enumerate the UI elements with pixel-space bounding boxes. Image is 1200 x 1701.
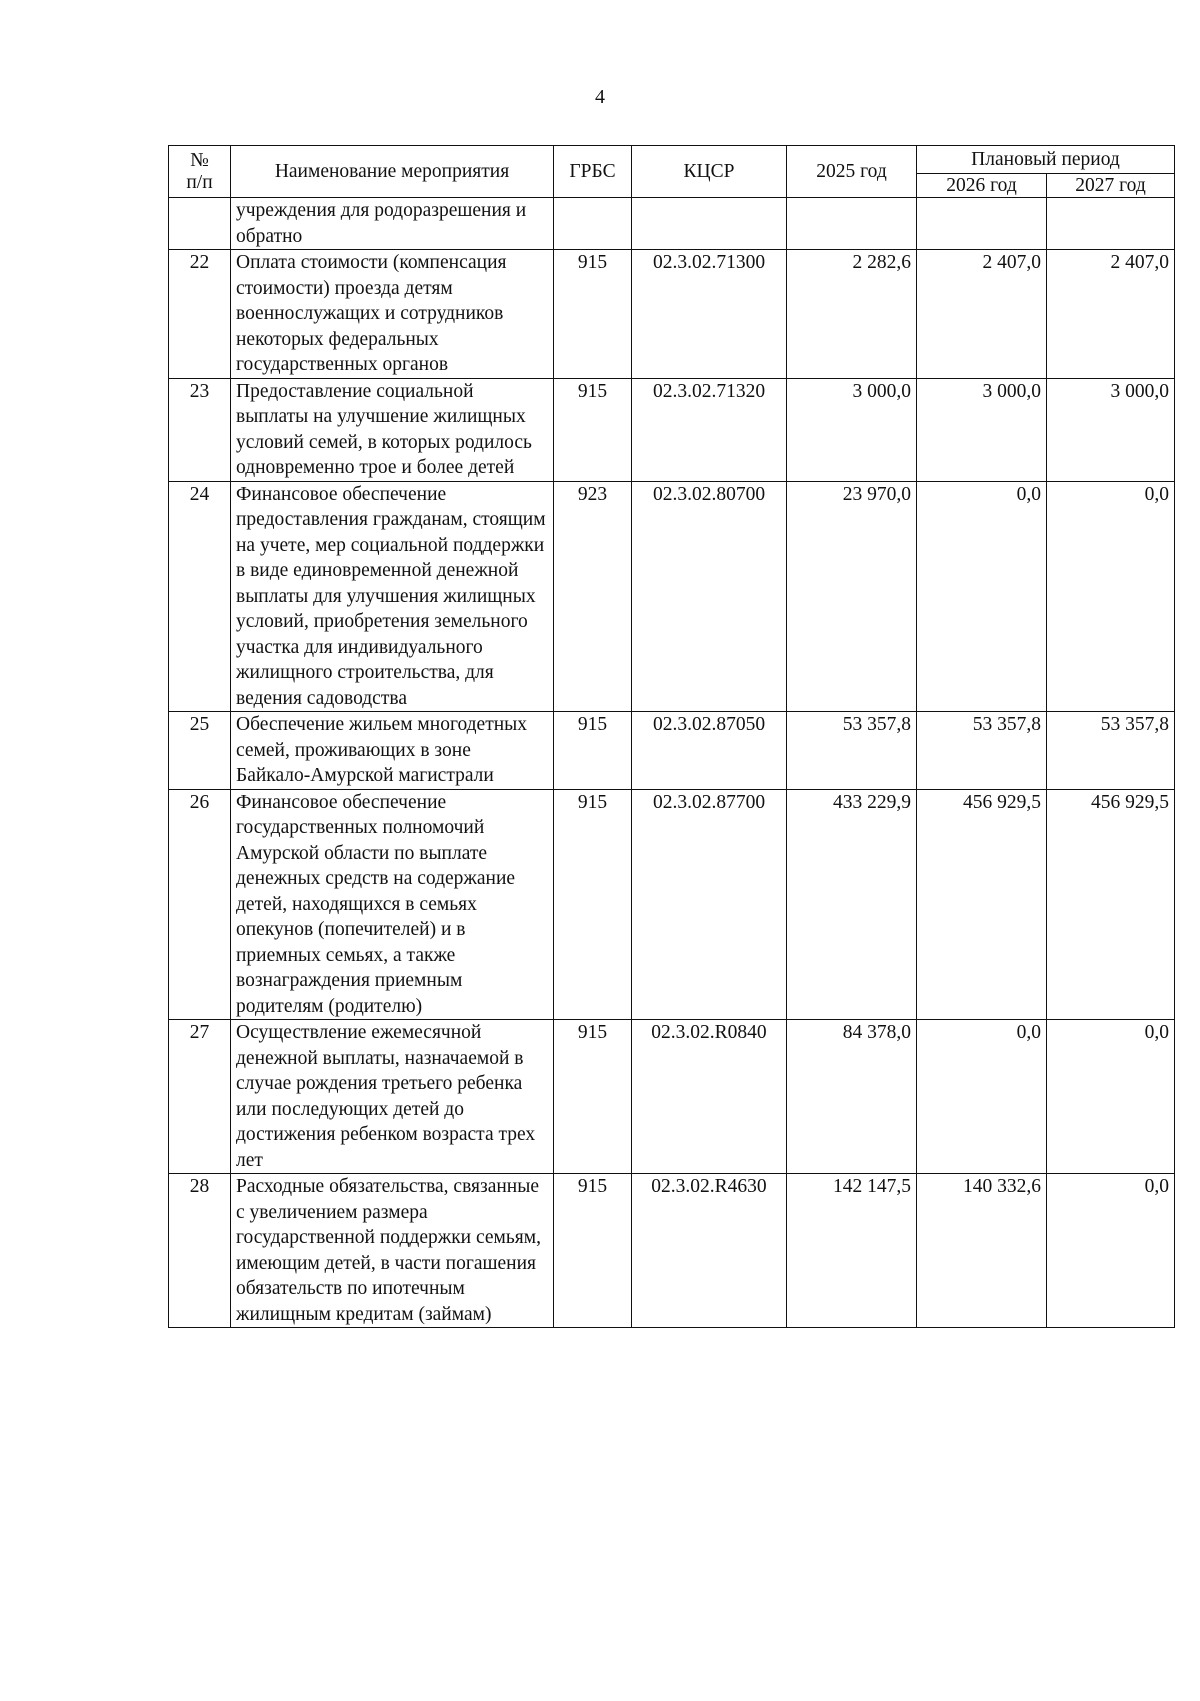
col-header-grbs: ГРБС xyxy=(554,146,632,198)
cell-2026: 0,0 xyxy=(917,1020,1047,1174)
cell-2025: 23 970,0 xyxy=(787,481,917,712)
cell-2027: 0,0 xyxy=(1047,1174,1175,1328)
cell-number: 22 xyxy=(169,250,231,379)
cell-name: Обеспечение жильем многодетных семей, проживающих в зоне Байкало-Амурской магистрали xyxy=(231,712,554,790)
cell-grbs xyxy=(554,198,632,250)
cell-name: Осуществление ежемесячной денежной выплаты, назначаемой в случае рождения третьего ребенка или последующих детей до достижения ребенком возраста трех лет xyxy=(231,1020,554,1174)
cell-number xyxy=(169,198,231,250)
cell-number: 28 xyxy=(169,1174,231,1328)
cell-2027: 0,0 xyxy=(1047,1020,1175,1174)
cell-2027: 53 357,8 xyxy=(1047,712,1175,790)
col-header-name: Наименование мероприятия xyxy=(231,146,554,198)
table-row xyxy=(169,378,1175,481)
cell-grbs: 915 xyxy=(554,1020,632,1174)
cell-name: Расходные обязательства, связанные с увеличением размера государственной поддержки семьям, имеющим детей, в части погашения обязательств по ипотечным жилищным кредитам (займам) xyxy=(231,1174,554,1328)
table-row xyxy=(169,1174,1175,1328)
cell-number: 24 xyxy=(169,481,231,712)
cell-grbs: 915 xyxy=(554,1174,632,1328)
cell-number: 27 xyxy=(169,1020,231,1174)
col-header-2026: 2026 год xyxy=(917,174,1047,198)
cell-2027: 3 000,0 xyxy=(1047,378,1175,481)
cell-2026: 0,0 xyxy=(917,481,1047,712)
cell-name: учреждения для родоразрешения и обратно xyxy=(231,198,554,250)
cell-grbs: 923 xyxy=(554,481,632,712)
col-header-number-line1: № xyxy=(190,149,209,171)
cell-2026 xyxy=(917,198,1047,250)
cell-grbs: 915 xyxy=(554,712,632,790)
cell-kcsr: 02.3.02.80700 xyxy=(632,481,787,712)
cell-2026: 3 000,0 xyxy=(917,378,1047,481)
cell-2027: 0,0 xyxy=(1047,481,1175,712)
cell-kcsr: 02.3.02.87700 xyxy=(632,789,787,1020)
cell-kcsr: 02.3.02.87050 xyxy=(632,712,787,790)
cell-name: Оплата стоимости (компенсация стоимости) проезда детям военнослужащих и сотрудников некоторых федеральных государственных органов xyxy=(231,250,554,379)
cell-2025: 84 378,0 xyxy=(787,1020,917,1174)
cell-2027 xyxy=(1047,198,1175,250)
table-row xyxy=(169,1020,1175,1174)
cell-2026: 456 929,5 xyxy=(917,789,1047,1020)
cell-2025: 53 357,8 xyxy=(787,712,917,790)
cell-2025: 2 282,6 xyxy=(787,250,917,379)
page-number: 4 xyxy=(595,86,605,108)
col-header-number-line2: п/п xyxy=(186,171,213,193)
cell-kcsr: 02.3.02.71300 xyxy=(632,250,787,379)
cell-name: Предоставление социальной выплаты на улучшение жилищных условий семей, в которых родилось одновременно трое и более детей xyxy=(231,378,554,481)
cell-number: 23 xyxy=(169,378,231,481)
cell-grbs: 915 xyxy=(554,250,632,379)
col-header-2025: 2025 год xyxy=(787,146,917,198)
table-row-continuation xyxy=(169,198,1175,250)
cell-number: 25 xyxy=(169,712,231,790)
cell-2026: 2 407,0 xyxy=(917,250,1047,379)
cell-2027: 2 407,0 xyxy=(1047,250,1175,379)
table-body xyxy=(169,198,1175,1328)
table-header xyxy=(169,146,1175,198)
cell-kcsr: 02.3.02.R4630 xyxy=(632,1174,787,1328)
cell-kcsr: 02.3.02.71320 xyxy=(632,378,787,481)
col-header-kcsr: КЦСР xyxy=(632,146,787,198)
cell-2026: 140 332,6 xyxy=(917,1174,1047,1328)
table-row xyxy=(169,250,1175,379)
col-header-2027: 2027 год xyxy=(1047,174,1175,198)
cell-2026: 53 357,8 xyxy=(917,712,1047,790)
cell-2025: 142 147,5 xyxy=(787,1174,917,1328)
cell-kcsr xyxy=(632,198,787,250)
table-row xyxy=(169,789,1175,1020)
cell-2025: 433 229,9 xyxy=(787,789,917,1020)
table-row xyxy=(169,481,1175,712)
cell-name: Финансовое обеспечение предоставления гражданам, стоящим на учете, мер социальной поддержки в виде единовременной денежной выплаты для улучшения жилищных условий, приобретения земельного участка для индивидуального жилищного строительства, для ведения садоводства xyxy=(231,481,554,712)
cell-grbs: 915 xyxy=(554,789,632,1020)
cell-name: Финансовое обеспечение государственных полномочий Амурской области по выплате денежных средств на содержание детей, находящихся в семьях опекунов (попечителей) и в приемных семьях, а также вознаграждения приемным родителям (родителю) xyxy=(231,789,554,1020)
cell-2025: 3 000,0 xyxy=(787,378,917,481)
budget-table xyxy=(168,145,1175,1328)
cell-grbs: 915 xyxy=(554,378,632,481)
cell-2025 xyxy=(787,198,917,250)
col-header-number xyxy=(169,146,231,198)
cell-kcsr: 02.3.02.R0840 xyxy=(632,1020,787,1174)
cell-2027: 456 929,5 xyxy=(1047,789,1175,1020)
col-header-planned-period: Плановый период xyxy=(917,146,1175,174)
cell-number: 26 xyxy=(169,789,231,1020)
table-row xyxy=(169,712,1175,790)
